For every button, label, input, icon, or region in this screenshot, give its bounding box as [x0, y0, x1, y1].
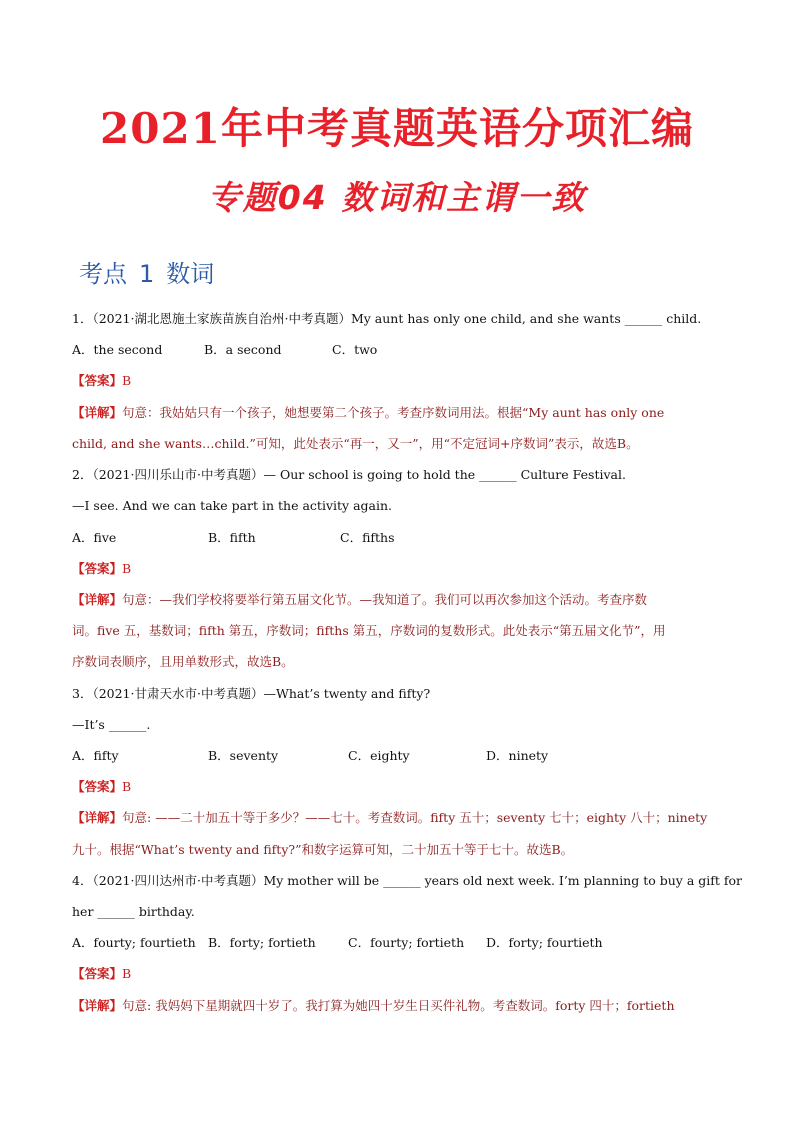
question-4-options — [72, 935, 603, 951]
question-3-explain-line: 【详解】句意: ——二十加五十等于多少？——七十。考查数词。fifty 五十；seventy 七十；eighty 八十；ninety — [72, 810, 708, 825]
question-1-options — [72, 342, 377, 358]
option-c: C．fifths — [340, 530, 395, 545]
question-2-stem-2: —I see. And we can take part in the activity again. — [72, 498, 393, 513]
option-a: A．fifty — [72, 748, 119, 763]
question-3-stem: 3．（2021·甘肃天水市·中考真题）—What’s twenty and fifty? — [72, 686, 431, 701]
question-source: （2021·四川达州市·中考真题） — [92, 873, 264, 888]
question-2-explain-line: 序数词表顺序，且用单数形式，故选B。 — [72, 654, 294, 669]
option-b: B．seventy — [208, 748, 279, 763]
option-a: A．five — [72, 530, 117, 545]
option-d: D．ninety — [486, 748, 549, 763]
option-b: B．fifth — [208, 530, 256, 545]
section-heading — [79, 254, 226, 289]
question-4-answer: 【答案】B — [72, 966, 132, 981]
page-subtitle: 专题04 数词和主谓一致 — [207, 178, 587, 217]
question-1-explain-line: child, and she wants…child.”可知，此处表示“再一，又一”，用“不定冠词+序数词”表示，故选B。 — [72, 436, 639, 451]
option-b: B．a second — [204, 342, 282, 357]
question-4-stem: 4．（2021·四川达州市·中考真题）My mother will be ______ years old next week. I’m planning to buy a gift for — [72, 873, 742, 888]
question-2-answer: 【答案】B — [72, 561, 132, 576]
option-a: A．the second — [72, 342, 163, 357]
option-c: C．two — [332, 342, 378, 357]
question-1-answer: 【答案】B — [72, 373, 132, 388]
question-3-answer: 【答案】B — [72, 779, 132, 794]
question-1-stem: 1．（2021·湖北恩施土家族苗族自治州·中考真题）My aunt has only one child, and she wants ______ child. — [72, 311, 702, 326]
option-c: C．fourty; fortieth — [348, 935, 465, 950]
option-b: B．forty; fortieth — [208, 935, 316, 950]
question-1-explain-line: 【详解】句意：我姑姑只有一个孩子，她想要第二个孩子。考查序数词用法。根据“My aunt has only one — [72, 405, 665, 420]
question-2-explain-line: 词。five 五，基数词；fifth 第五，序数词；fifths 第五，序数词的复数形式。此处表示“第五届文化节”，用 — [72, 623, 666, 638]
section-number: 1 — [139, 260, 155, 288]
question-source: （2021·甘肃天水市·中考真题） — [92, 686, 264, 701]
section-name: 数词 — [166, 260, 215, 288]
question-3-stem-2: —It’s ______. — [72, 717, 151, 732]
question-source: （2021·四川乐山市·中考真题） — [92, 467, 264, 482]
question-2-stem: 2．（2021·四川乐山市·中考真题）— Our school is going to hold the ______ Culture Festival. — [72, 467, 626, 482]
question-source: （2021·湖北恩施土家族苗族自治州·中考真题） — [92, 311, 351, 326]
option-c: C．eighty — [348, 748, 410, 763]
question-3-explain-line: 九十。根据“What’s twenty and fifty?”和数字运算可知，二十加五十等于七十。故选B。 — [72, 842, 574, 857]
question-4-stem-2: her ______ birthday. — [72, 904, 195, 919]
page-title: 2021年中考真题英语分项汇编 — [100, 104, 694, 153]
question-2-explain-line: 【详解】句意：—我们学校将要举行第五届文化节。—我知道了。我们可以再次参加这个活动。考查序数 — [72, 592, 648, 607]
question-4-explain-line: 【详解】句意: 我妈妈下星期就四十岁了。我打算为她四十岁生日买件礼物。考查数词。forty 四十；fortieth — [72, 998, 675, 1013]
question-3-options — [72, 748, 548, 764]
question-2-options — [72, 530, 395, 546]
section-label: 考点 — [79, 260, 127, 288]
option-a: A．fourty; fourtieth — [72, 935, 196, 950]
option-d: D．forty; fourtieth — [486, 935, 603, 950]
